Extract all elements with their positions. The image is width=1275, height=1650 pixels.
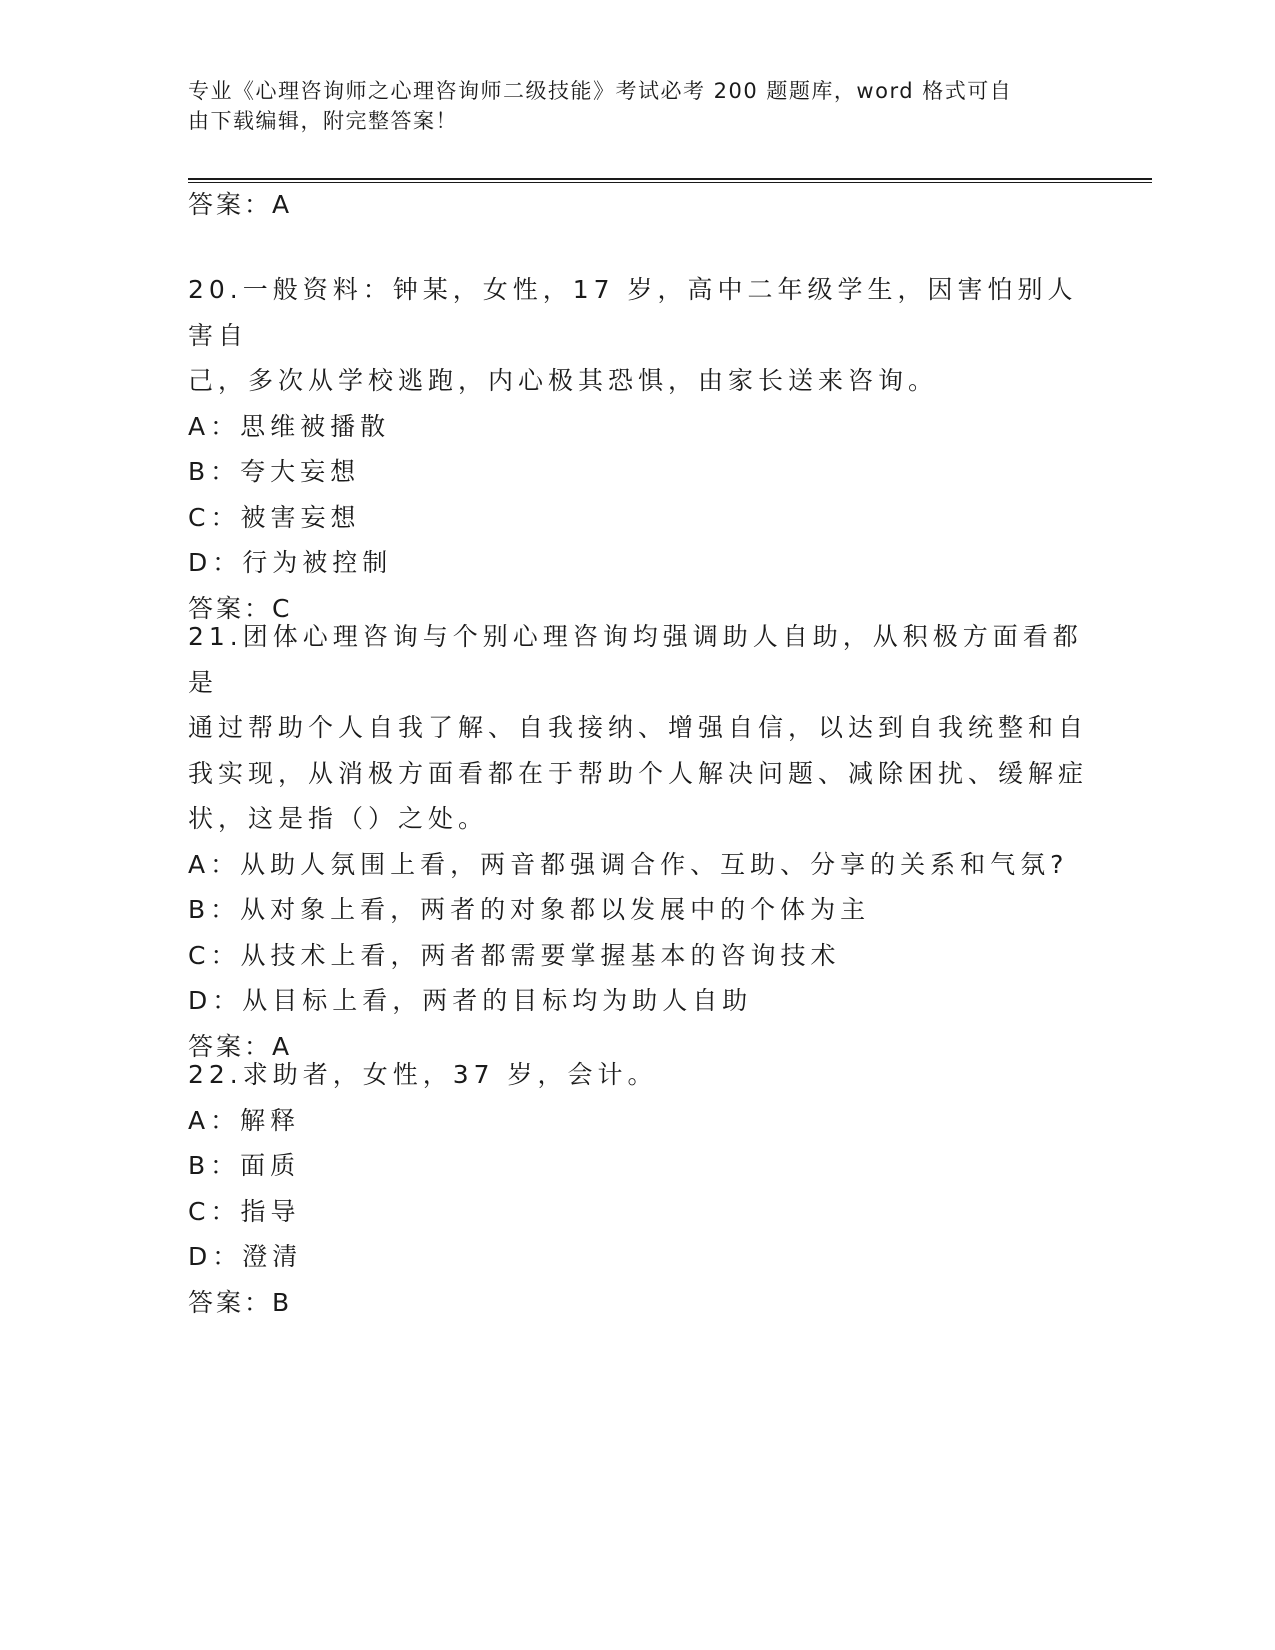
question-stem <box>188 614 1088 842</box>
answer-line: 答案：B <box>188 1287 293 1317</box>
document-header <box>188 76 1088 136</box>
option-a: A：解释 <box>188 1105 301 1135</box>
stem-line: 20.一般资料：钟某，女性，17 岁，高中二年级学生，因害怕别人害自 <box>188 275 1078 350</box>
stem-line: 22.求助者，女性，37 岁，会计。 <box>188 1060 658 1089</box>
option-d: D：从目标上看，两者的目标均为助人自助 <box>188 986 753 1015</box>
header-line-1: 专业《心理咨询师之心理咨询师二级技能》考试必考 200 题题库，word 格式可自 <box>188 79 1013 103</box>
option-c: C：被害妄想 <box>188 502 361 532</box>
answer-line: 答案：A <box>188 1031 293 1061</box>
previous-answer-block <box>188 182 1088 228</box>
option-a: A：从助人氛围上看，两音都强调合作、互助、分享的关系和气氛? <box>188 849 1069 879</box>
option-c: C：指导 <box>188 1196 301 1226</box>
stem-line: 通过帮助个人自我了解、自我接纳、增强自信，以达到自我统整和自 <box>188 713 1089 742</box>
stem-line: 21.团体心理咨询与个别心理咨询均强调助人自助，从积极方面看都是 <box>188 622 1083 697</box>
option-a: A：思维被播散 <box>188 411 391 441</box>
option-c: C：从技术上看，两者都需要掌握基本的咨询技术 <box>188 940 841 970</box>
option-d: D：行为被控制 <box>188 548 393 577</box>
question-stem <box>188 267 1088 404</box>
header-line-2: 由下载编辑，附完整答案！ <box>188 109 458 133</box>
question-20 <box>188 267 1088 631</box>
stem-line: 己，多次从学校逃跑，内心极其恐惧，由家长送来咨询。 <box>188 366 939 395</box>
option-b: B：夸大妄想 <box>188 457 361 486</box>
answer-line: 答案：C <box>188 593 293 623</box>
option-b: B：从对象上看，两者的对象都以发展中的个体为主 <box>188 895 871 924</box>
question-21 <box>188 614 1088 1069</box>
option-d: D：澄清 <box>188 1242 303 1271</box>
option-b: B：面质 <box>188 1151 301 1180</box>
stem-line: 状，这是指（）之处。 <box>188 804 489 833</box>
question-22 <box>188 1052 1088 1325</box>
stem-line: 我实现，从消极方面看都在于帮助个人解决问题、减除困扰、缓解症 <box>188 758 1089 788</box>
answer-line: 答案：A <box>188 190 293 219</box>
question-stem <box>188 1052 1088 1098</box>
